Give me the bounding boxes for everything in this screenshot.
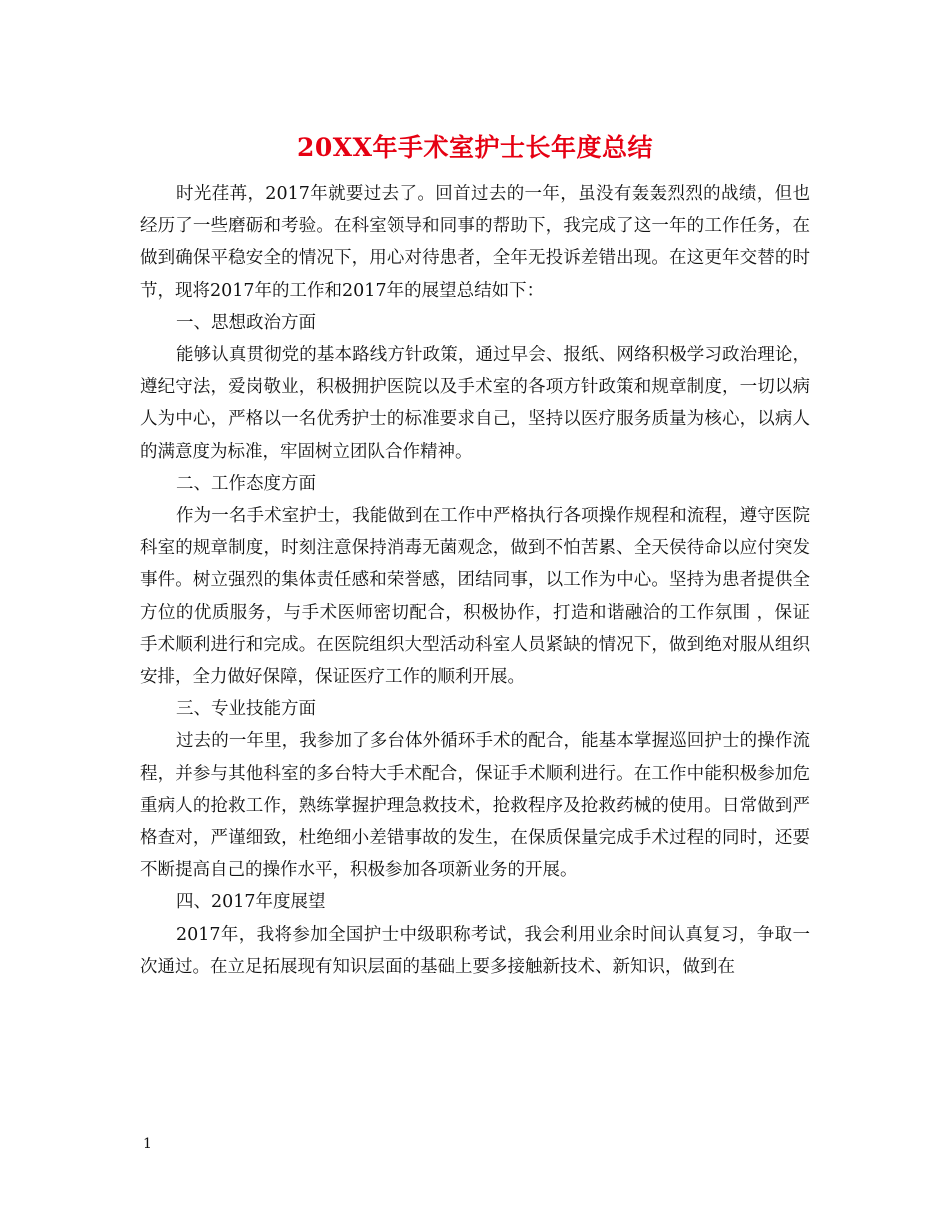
- section-heading-skills: 三、专业技能方面: [176, 699, 316, 720]
- intro-paragraph: 时光荏苒，2017年就要过去了。回首过去的一年，虽没有轰轰烈烈的战绩，但也经历了一些磨砺和考验。在科室领导和同事的帮助下，我完成了这一年的工作任务，在做到确保平稳安全的情况下，用心对待患者，全年无投诉差错出现。在这更年交替的时节，现将2017年的工作和2017年的展望总结如下：: [140, 184, 810, 301]
- paragraph-outlook: 2017年，我将参加全国护士中级职称考试，我会利用业余时间认真复习，争取一次通过。在立足拓展现有知识层面的基础上要多接触新技术、新知识，做到在: [140, 924, 810, 977]
- document-title: 20XX年手术室护士长年度总结: [296, 133, 654, 162]
- paragraph-skills: 过去的一年里，我参加了多台体外循环手术的配合，能基本掌握巡回护士的操作流程，并参与其他科室的多台特大手术配合，保证手术顺利进行。在工作中能积极参加危重病人的抢救工作，熟练掌握护理急救技术，抢救程序及抢救药械的使用。日常做到严格查对，严谨细致，杜绝细小差错事故的发生，在保质保量完成手术过程的同时，还要不断提高自己的操作水平，积极参加各项新业务的开展。: [140, 731, 810, 881]
- paragraph-attitude: 作为一名手术室护士，我能做到在工作中严格执行各项操作规程和流程，遵守医院科室的规章制度，时刻注意保持消毒无菌观念，做到不怕苦累、全天侯待命以应付突发事件。树立强烈的集体责任感和荣誉感，团结同事，以工作为中心。坚持为患者提供全方位的优质服务，与手术医师密切配合，积极协作，打造和谐融洽的工作氛围 ，保证手术顺利进行和完成。在医院组织大型活动科室人员紧缺的情况下，做到绝对服从组织安排，全力做好保障，保证医疗工作的顺利开展。: [140, 506, 810, 688]
- section-heading-attitude: 二、工作态度方面: [176, 473, 316, 494]
- paragraph-ideology: 能够认真贯彻党的基本路线方针政策，通过早会、报纸、网络积极学习政治理论，遵纪守法，爱岗敬业，积极拥护医院以及手术室的各项方针政策和规章制度，一切以病人为中心，严格以一名优秀护士的标准要求自己，坚持以医疗服务质量为核心，以病人的满意度为标准，牢固树立团队合作精神。: [140, 345, 810, 462]
- page-number: 1: [143, 1136, 152, 1152]
- section-heading-ideology: 一、思想政治方面: [176, 312, 316, 333]
- document-body: [140, 178, 810, 983]
- section-heading-outlook: 四、2017年度展望: [176, 892, 326, 913]
